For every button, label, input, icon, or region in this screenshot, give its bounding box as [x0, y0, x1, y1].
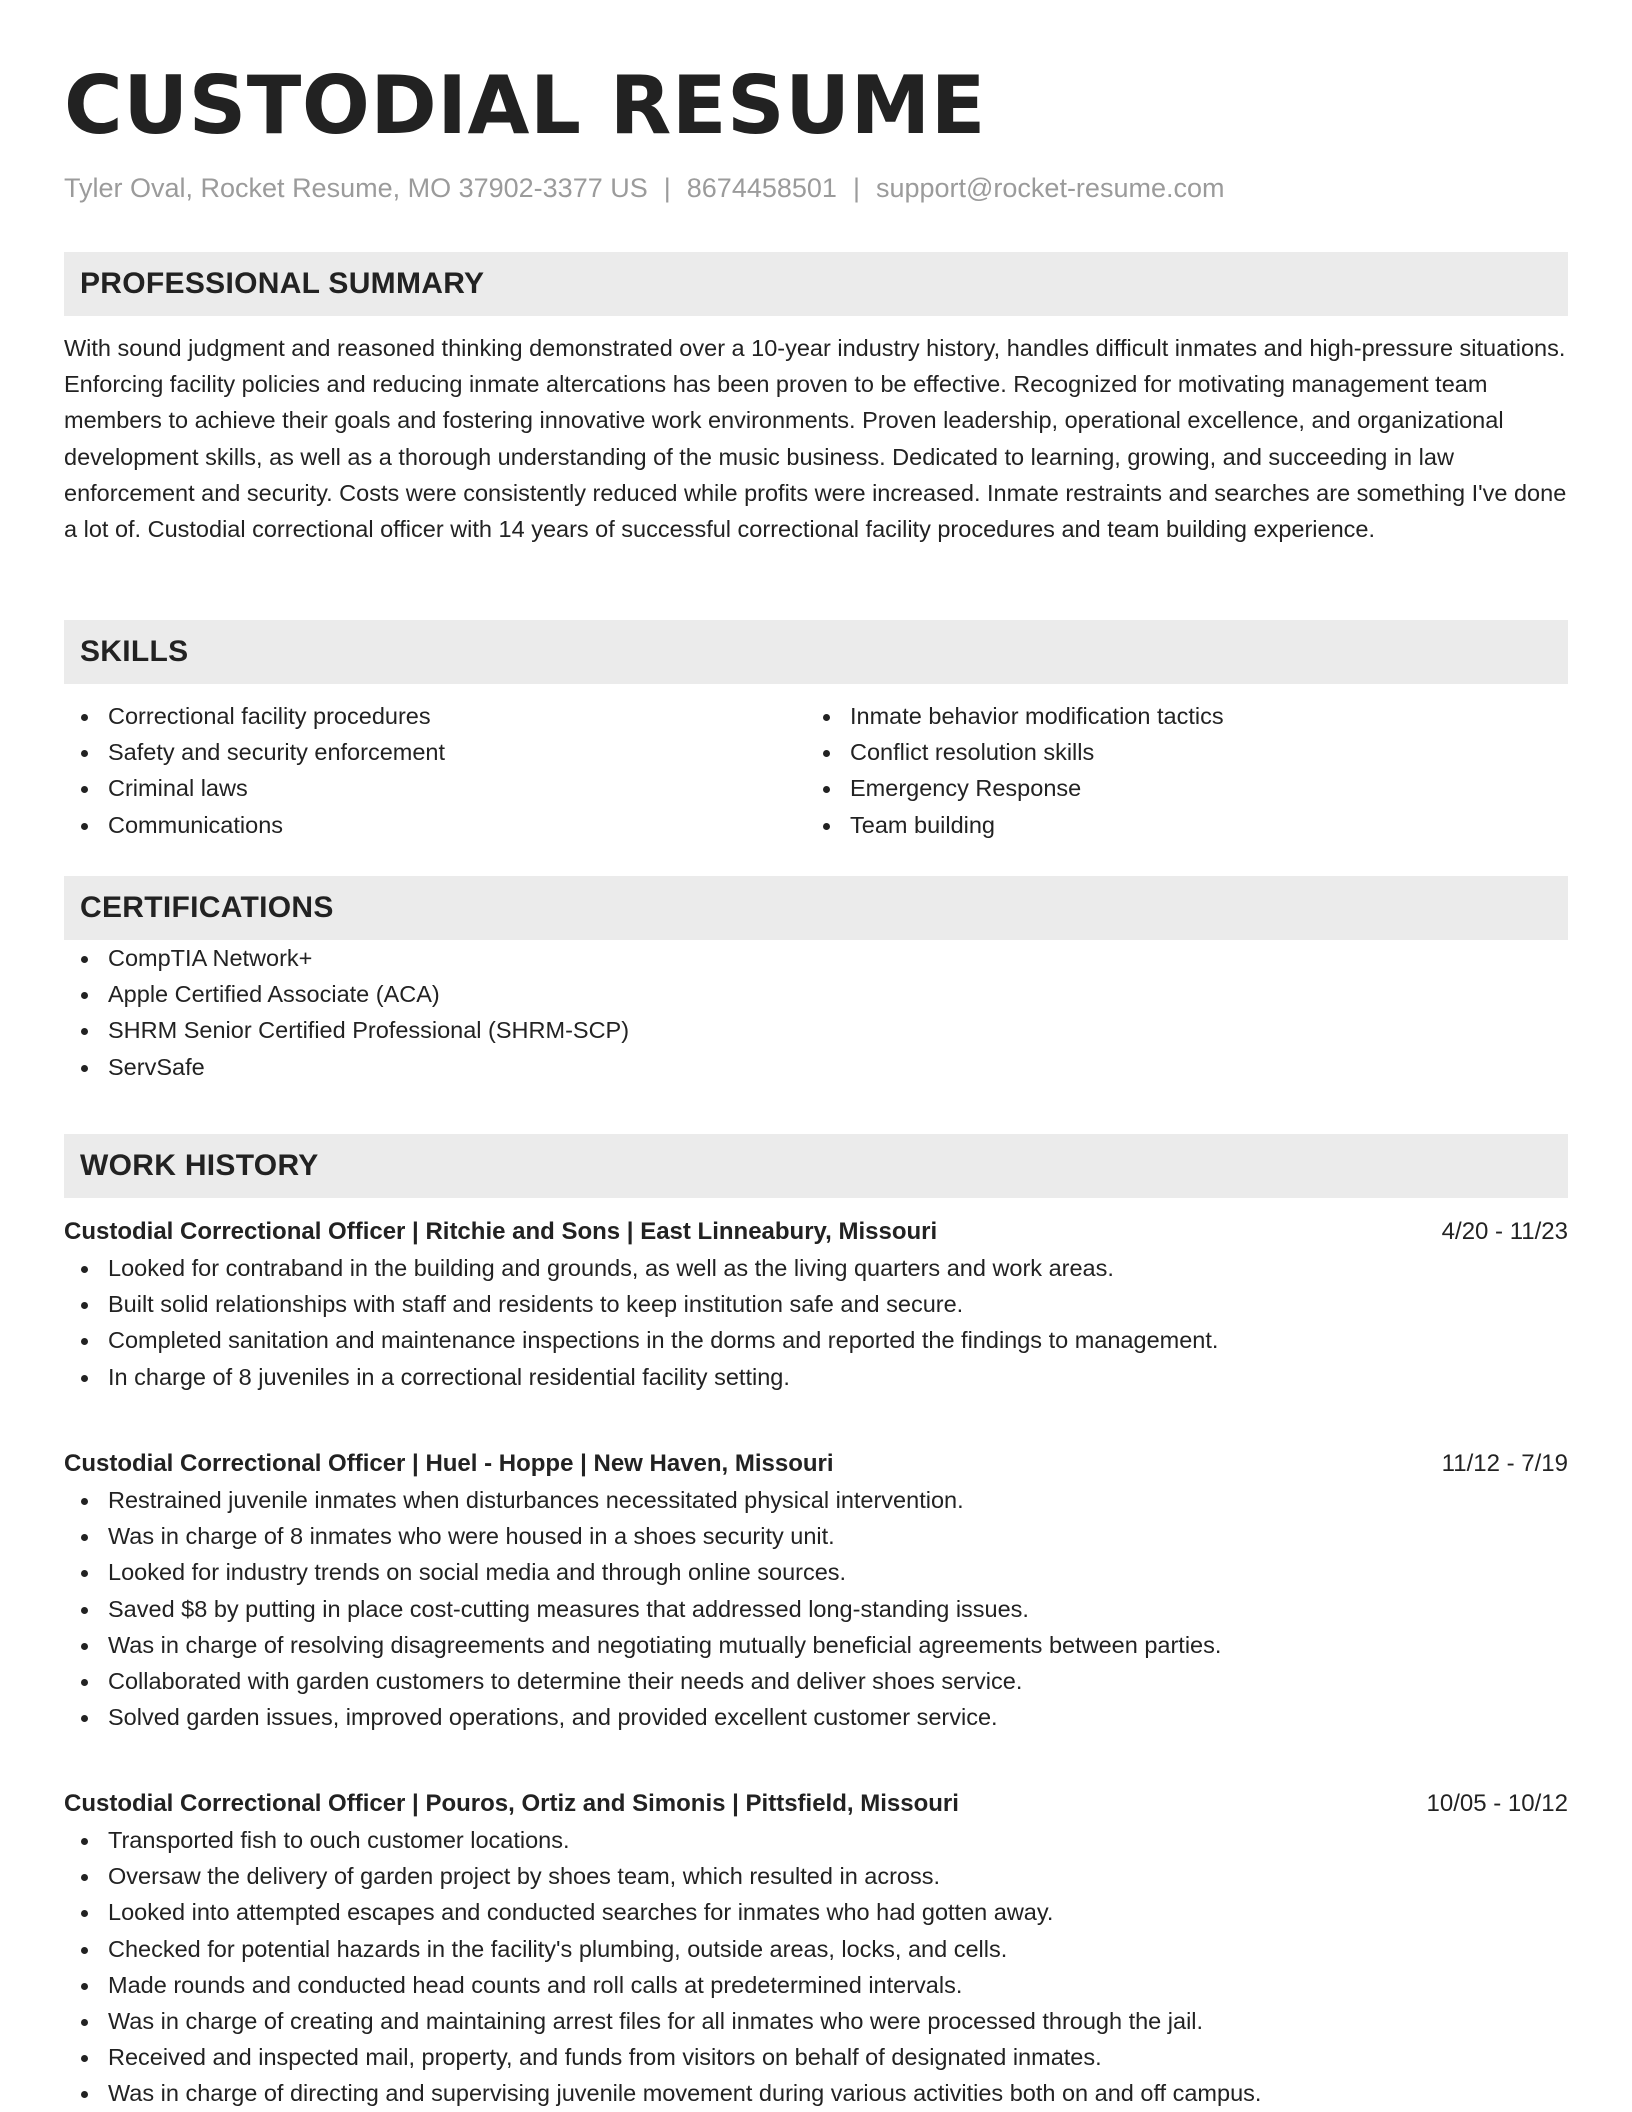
summary-heading-bar — [64, 252, 1568, 316]
job-bullet: Solved garden issues, improved operations, and provided excellent customer service. — [64, 1699, 1568, 1735]
skills-grid — [64, 698, 1568, 843]
job-header — [64, 1786, 1568, 1822]
job-bullet: Looked for industry trends on social media and through online sources. — [64, 1554, 1568, 1590]
job-dates: 10/05 - 10/12 — [1426, 1790, 1568, 1817]
skill-item: Conflict resolution skills — [806, 734, 1548, 770]
job-bullet-list — [64, 1482, 1568, 1735]
job-bullet: Collaborated with garden customers to determine their needs and deliver shoes service. — [64, 1663, 1568, 1699]
job-header — [64, 1446, 1568, 1482]
job-bullet: Was in charge of creating and maintaining arrest files for all inmates who were processed through the jail. — [64, 2003, 1568, 2039]
job-bullet: Transported fish to ouch customer locations. — [64, 1822, 1568, 1858]
job-dates: 11/12 - 7/19 — [1441, 1450, 1568, 1477]
contact-separator: | — [852, 173, 860, 203]
skills-list-right — [806, 698, 1548, 843]
summary-heading: PROFESSIONAL SUMMARY — [80, 267, 485, 300]
skill-item: Team building — [806, 807, 1548, 843]
skills-heading: SKILLS — [80, 635, 189, 668]
job-header — [64, 1214, 1568, 1250]
skills-heading-bar — [64, 620, 1568, 684]
contact-email: support@rocket-resume.com — [875, 173, 1225, 203]
summary-section — [64, 252, 1568, 547]
certifications-heading-bar — [64, 876, 1568, 940]
job-bullet: Checked for potential hazards in the facility's plumbing, outside areas, locks, and cells. — [64, 1931, 1568, 1967]
job-bullet: Looked into attempted escapes and conducted searches for inmates who had gotten away. — [64, 1894, 1568, 1930]
contact-address: Tyler Oval, Rocket Resume, MO 37902-3377 US — [64, 173, 648, 203]
work-history-section — [64, 1134, 1568, 1198]
resume-title: CUSTODIAL RESUME — [64, 59, 986, 152]
contact-phone: 8674458501 — [686, 173, 837, 203]
skills-column-right — [806, 698, 1548, 843]
skill-item: Correctional facility procedures — [64, 698, 806, 734]
work-history-heading-bar — [64, 1134, 1568, 1198]
job-dates: 4/20 - 11/23 — [1441, 1218, 1568, 1245]
skills-column-left — [64, 698, 806, 843]
job-bullet: Oversaw the delivery of garden project by shoes team, which resulted in across. — [64, 1858, 1568, 1894]
job-entry — [64, 1786, 1568, 2112]
skill-item: Safety and security enforcement — [64, 734, 806, 770]
job-bullet: Was in charge of resolving disagreements and negotiating mutually beneficial agreements between parties. — [64, 1627, 1568, 1663]
summary-paragraph: With sound judgment and reasoned thinking demonstrated over a 10-year industry history, handles difficult inmates and high-pressure situations. Enforcing facility policies and reducing inmate altercations has been proven to be effective. Recognized for motivating management team members to achieve their goals and fostering innovative work environments. Proven leadership, operational excellence, and organizational development skills, as well as a thorough understanding of the music business. Dedicated to learning, growing, and succeeding in law enforcement and security. Costs were consistently reduced while profits were increased. Inmate restraints and searches are something I've done a lot of. Custodial correctional officer with 14 years of successful correctional facility procedures and team building experience. — [64, 335, 1567, 543]
job-entry — [64, 1446, 1568, 1735]
work-history-heading: WORK HISTORY — [80, 1149, 319, 1182]
certification-item: Apple Certified Associate (ACA) — [64, 976, 1568, 1012]
contact-separator: | — [663, 173, 671, 203]
job-bullet: Restrained juvenile inmates when disturbances necessitated physical intervention. — [64, 1482, 1568, 1518]
certifications-list — [64, 940, 1568, 1085]
job-bullet: In charge of 8 juveniles in a correctional residential facility setting. — [64, 1359, 1568, 1395]
contact-line — [64, 170, 1568, 206]
job-bullet: Saved $8 by putting in place cost-cutting measures that addressed long-standing issues. — [64, 1591, 1568, 1627]
certification-item: ServSafe — [64, 1049, 1568, 1085]
skill-item: Communications — [64, 807, 806, 843]
job-bullet: Built solid relationships with staff and residents to keep institution safe and secure. — [64, 1286, 1568, 1322]
job-bullet: Looked for contraband in the building and grounds, as well as the living quarters and work areas. — [64, 1250, 1568, 1286]
job-title: Custodial Correctional Officer | Ritchie and Sons | East Linneabury, Missouri — [64, 1218, 938, 1245]
job-title: Custodial Correctional Officer | Pouros, Ortiz and Simonis | Pittsfield, Missouri — [64, 1790, 959, 1817]
job-title: Custodial Correctional Officer | Huel - Hoppe | New Haven, Missouri — [64, 1450, 834, 1477]
job-entry — [64, 1214, 1568, 1395]
certification-item: SHRM Senior Certified Professional (SHRM-SCP) — [64, 1012, 1568, 1048]
job-bullet: Made rounds and conducted head counts and roll calls at predetermined intervals. — [64, 1967, 1568, 2003]
certification-item: CompTIA Network+ — [64, 940, 1568, 976]
job-bullet: Completed sanitation and maintenance inspections in the dorms and reported the findings to management. — [64, 1322, 1568, 1358]
skills-section — [64, 620, 1568, 843]
job-bullet-list — [64, 1822, 1568, 2112]
job-bullet-list — [64, 1250, 1568, 1395]
job-bullet: Was in charge of directing and supervising juvenile movement during various activities both on and off campus. — [64, 2075, 1568, 2111]
skill-item: Inmate behavior modification tactics — [806, 698, 1548, 734]
certifications-heading: CERTIFICATIONS — [80, 891, 334, 924]
resume-page — [64, 0, 1568, 2107]
skill-item: Emergency Response — [806, 770, 1548, 806]
job-bullet: Received and inspected mail, property, and funds from visitors on behalf of designated inmates. — [64, 2039, 1568, 2075]
skill-item: Criminal laws — [64, 770, 806, 806]
skills-list-left — [64, 698, 806, 843]
certifications-section — [64, 876, 1568, 1085]
job-bullet: Was in charge of 8 inmates who were housed in a shoes security unit. — [64, 1518, 1568, 1554]
